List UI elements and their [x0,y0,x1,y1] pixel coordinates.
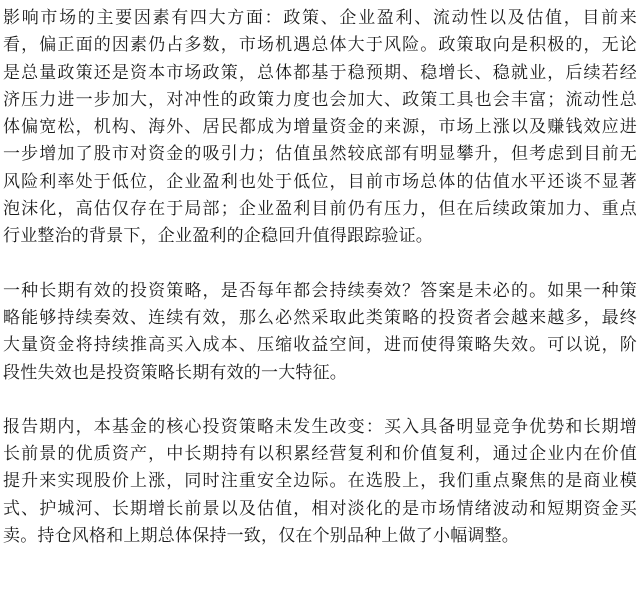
text-line: 体偏宽松，机构、海外、居民都成为增量资金的来源，市场上涨以及赚钱效应进 [3,117,637,138]
text-line: 一步增加了股市对资金的吸引力；估值虽然较底部有明显攀升，但考虑到目前无 [3,144,637,165]
text-line: 报告期内，本基金的核心投资策略未发生改变：买入具备明显竞争优势和长期增 [3,416,637,437]
text-line: 风险利率处于低位，企业盈利也处于低位，目前市场总体的估值水平还谈不显著 [3,171,637,192]
paragraph-market-factors [3,5,637,251]
text-line: 行业整治的背景下，企业盈利的企稳回升值得跟踪验证。 [3,226,433,247]
text-line: 济压力进一步加大，对冲性的政策力度也会加大、政策工具也会丰富；流动性总 [3,89,637,110]
article-body [3,5,637,550]
text-line: 影响市场的主要因素有四大方面：政策、企业盈利、流动性以及估值，目前来 [3,8,637,28]
text-line: 泡沫化，高估仅存在于局部；企业盈利目前仍有压力，但在后续政策加力、重点 [3,199,637,220]
text-line: 卖。持仓风格和上期总体保持一致，仅在个别品种上做了小幅调整。 [3,526,519,547]
paragraph-strategy-effectiveness [3,278,637,387]
text-line: 段性失效也是投资策略长期有效的一大特征。 [3,362,347,383]
text-line: 略能够持续奏效、连续有效，那么必然采取此类策略的投资者会越来越多，最终 [3,307,637,328]
text-line: 看，偏正面的因素仍占多数，市场机遇总体大于风险。政策取向是积极的，无论 [3,35,637,56]
text-line: 长前景的优质资产，中长期持有以积累经营复利和价值复利，通过企业内在价值 [3,444,637,465]
text-line: 提升来实现股价上涨，同时注重安全边际。在选股上，我们重点聚焦的是商业模 [3,471,637,492]
text-line: 大量资金将持续推高买入成本、压缩收益空间，进而使得策略失效。可以说，阶 [3,335,637,356]
paragraph-spacer [3,251,637,278]
text-line: 是总量政策还是资本市场政策，总体都基于稳预期、稳增长、稳就业，后续若经 [3,62,637,83]
paragraph-spacer [3,387,637,414]
text-line: 式、护城河、长期增长前景以及估值，相对淡化的是市场情绪波动和短期资金买 [3,498,637,519]
paragraph-fund-strategy [3,414,637,550]
text-line: 一种长期有效的投资策略，是否每年都会持续奏效？答案是未必的。如果一种策 [3,280,637,301]
